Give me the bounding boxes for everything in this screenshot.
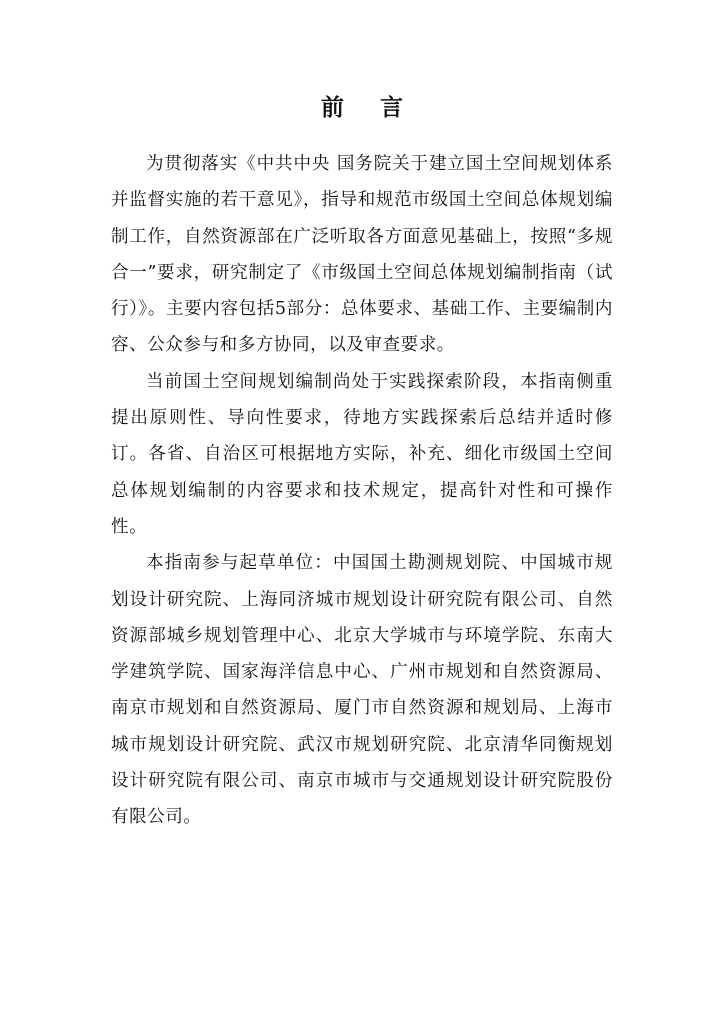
paragraph-purpose: 为贯彻落实《中共中央 国务院关于建立国土空间规划体系并监督实施的若干意见》，指导和规范市级国土空间总体规划编制工作，自然资源部在广泛听取各方面意见基础上，按照“多规合一”要求，研究制定了《市级国土空间总体规划编制指南（试行）》。主要内容包括5部分：总体要求、基础工作、主要编制内容、公众参与和多方协同，以及审查要求。	[111, 154, 613, 356]
paragraph-status: 当前国土空间规划编制尚处于实践探索阶段，本指南侧重提出原则性、导向性要求，待地方实践探索后总结并适时修订。各省、自治区可根据地方实际，补充、细化市级国土空间总体规划编制的内容要求和技术规定，提高针对性和可操作性。	[111, 371, 613, 537]
document-body	[111, 146, 613, 836]
page-title: 前 言	[320, 95, 417, 121]
paragraph-drafters: 本指南参与起草单位：中国国土勘测规划院、中国城市规划设计研究院、上海同济城市规划设计研究院有限公司、自然资源部城乡规划管理中心、北京大学城市与环境学院、东南大学建筑学院、国家海洋信息中心、广州市规划和自然资源局、南京市规划和自然资源局、厦门市自然资源和规划局、上海市城市规划设计研究院、武汉市规划研究院、北京清华同衡规划设计研究院有限公司、南京市城市与交通规划设计研究院股份有限公司。	[111, 553, 613, 828]
